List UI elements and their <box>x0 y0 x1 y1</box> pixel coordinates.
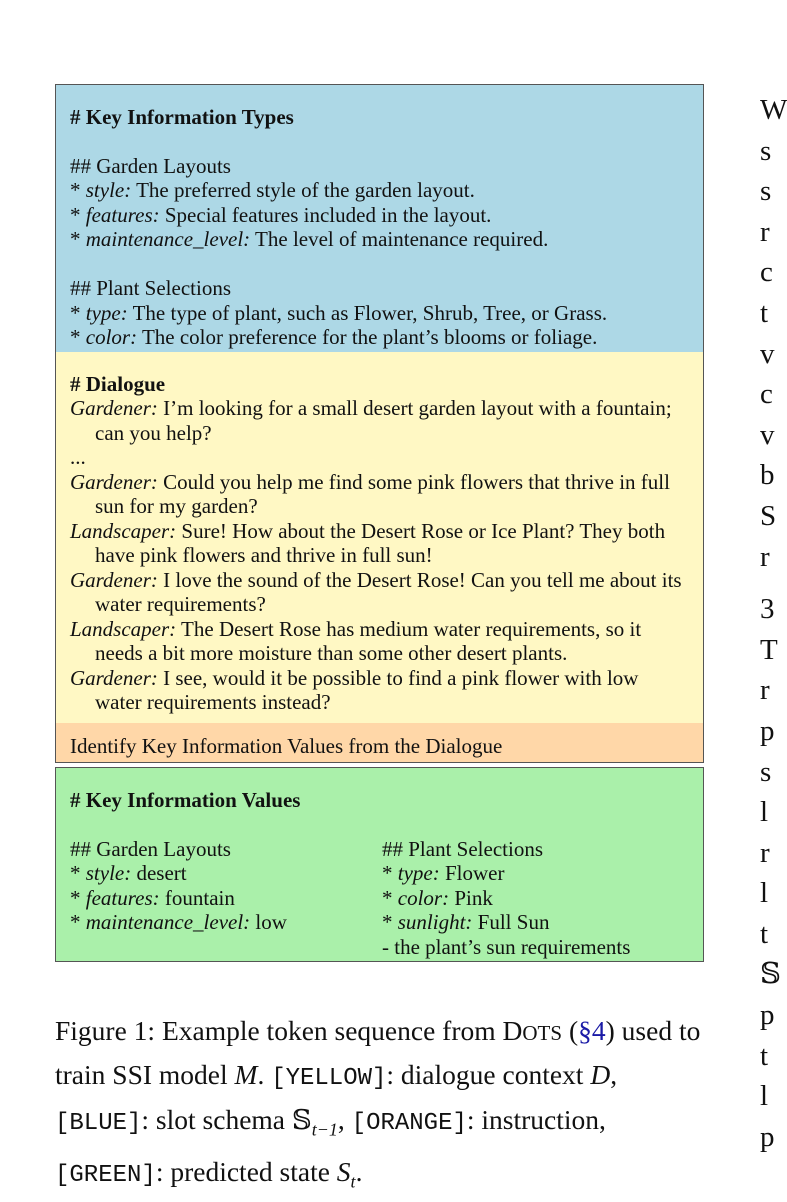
dialogue-turn: Gardener: I love the sound of the Desert Rose! Can you tell me about its water requirements? <box>70 567 682 616</box>
predicted-state-box <box>55 767 704 962</box>
schema-group-heading: ## Plant Selections <box>70 276 231 300</box>
dialogue-turn: Gardener: Could you help me find some pink flowers that thrive in full sun for my garden? <box>70 469 670 518</box>
input-sequence-box <box>55 84 704 763</box>
value-item: * maintenance_level: low <box>70 910 287 934</box>
instruction-text: Identify Key Information Values from the Dialogue <box>70 733 503 758</box>
adjacent-column-edge: W s s r c t v c v b S r 3 T r p s l r l t 𝕊 p t l p <box>760 94 787 1153</box>
dialogue-turn: Gardener: I see, would it be possible to find a pink flower with low water requirements instead? <box>70 665 639 714</box>
figure-1 <box>55 84 704 962</box>
dialogue-section <box>56 352 703 723</box>
dialogue-title: # Dialogue <box>70 371 166 396</box>
value-note: - the plant’s sun requirements <box>382 934 631 959</box>
schema-item: * type: The type of plant, such as Flower, Shrub, Tree, or Grass. <box>70 300 608 325</box>
dialogue-turn: Landscaper: Sure! How about the Desert Rose or Ice Plant? They both have pink flowers and thrive in full sun! <box>70 518 666 567</box>
schema-title: # Key Information Types <box>70 105 294 129</box>
slot-schema-section <box>56 85 703 352</box>
values-title: # Key Information Values <box>70 788 301 812</box>
schema-item: * style: The preferred style of the garden layout. <box>70 178 475 202</box>
value-item: * color: Pink <box>382 885 493 910</box>
dialogue-turn: Landscaper: The Desert Rose has medium water requirements, so it needs a bit more moisture than some other desert plants. <box>70 616 642 665</box>
dialogue-ellipsis: ... <box>70 445 86 469</box>
dataset-name: DOTS <box>502 1015 563 1046</box>
dialogue-turn: Gardener: I’m looking for a small desert garden layout with a fountain; can you help? <box>70 396 672 445</box>
schema-item: * color: The color preference for the plant’s blooms or foliage. <box>70 325 598 349</box>
values-group-heading: ## Garden Layouts <box>70 836 231 861</box>
schema-item: * features: Special features included in the layout. <box>70 202 492 227</box>
schema-item: * maintenance_level: The level of maintenance required. <box>70 227 549 251</box>
values-left-column <box>70 837 382 960</box>
value-item: * sunlight: Full Sun <box>382 910 550 934</box>
values-group-heading: ## Plant Selections <box>382 836 543 861</box>
value-item: * features: fountain <box>70 885 235 910</box>
values-right-column <box>382 837 689 960</box>
value-item: * style: desert <box>70 861 187 885</box>
schema-group-heading: ## Garden Layouts <box>70 153 231 178</box>
instruction-section <box>56 723 703 763</box>
value-item: * type: Flower <box>382 861 505 885</box>
figure-caption: Figure 1: Example token sequence from DOTS (§4) used to train SSI model M. [YELLOW]: dialogue context D, [BLUE]: slot schema 𝕊$_{t-1}$, [ORANGE]: instruction, [GREEN]: predicted state $S_t$. <box>55 1015 701 1191</box>
section-ref-link[interactable]: §4 <box>578 1015 606 1046</box>
